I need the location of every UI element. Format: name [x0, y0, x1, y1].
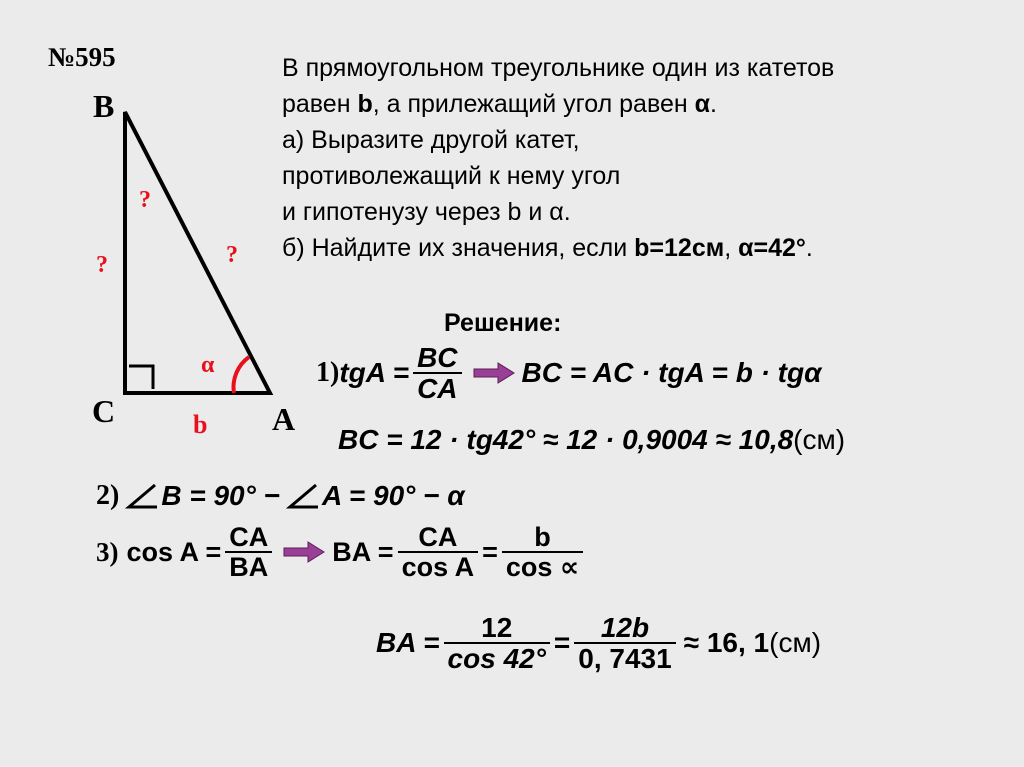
task-line-2-part: , а прилежащий угол равен [372, 90, 695, 118]
angle-icon [125, 481, 159, 511]
unknown-leg-bc-mark: ? [96, 252, 108, 278]
step-4-fraction-1-denominator: cos 42° [447, 643, 546, 675]
task-line-3: а) Выразите другой катет, [282, 126, 580, 154]
right-angle-mark [129, 366, 153, 389]
task-line-1: В прямоугольном треугольнике один из катетов [282, 54, 835, 82]
angle-alpha-arc [234, 357, 249, 393]
step-1-number: 1) [316, 357, 340, 389]
task-line-5: и гипотенузу через b и α. [282, 198, 571, 226]
step-2-angle-b: B = 90° − [161, 480, 280, 511]
step-3-fraction-1-numerator: CA [225, 523, 272, 553]
step-3-fraction-2-denominator: cos A [401, 552, 475, 583]
task-given-b: b=12см [634, 234, 725, 262]
angle-icon [286, 481, 320, 511]
step-2-angle-a: A = 90° − α [321, 480, 465, 511]
step-3-lhs: cos A = [126, 536, 222, 567]
task-line-6-part: . [805, 234, 813, 262]
task-line-6-part: б) Найдите их значения, если [282, 234, 635, 262]
step-2 [96, 480, 465, 512]
step-3-fraction-1-denominator: BA [229, 552, 269, 583]
task-line-4: противолежащий к нему угол [282, 162, 621, 190]
step-1 [316, 343, 821, 404]
step-1-rhs: BC = AC · tgA = b · tgα [521, 357, 822, 389]
vertex-b-label: B [93, 88, 115, 124]
step-3-fraction-2 [398, 523, 479, 582]
task-given-alpha: α=42° [738, 234, 806, 262]
step-3 [96, 523, 587, 582]
right-arrow-icon [472, 362, 516, 384]
step-4-result: ≈ 16, 1 [683, 627, 770, 659]
step-4-fraction-2-numerator: 12b [574, 613, 675, 644]
step-4-equals: = [553, 627, 571, 659]
step-3-number: 3) [96, 536, 119, 567]
task-var-alpha: α [694, 90, 710, 118]
step-4-fraction-1 [444, 613, 550, 674]
step-3-mid: BA = [332, 536, 394, 567]
step-1-calc [338, 424, 845, 456]
task-var-b: b [357, 90, 373, 118]
step-4 [376, 613, 821, 674]
step-4-lhs: BA = [376, 627, 440, 659]
unknown-hypotenuse-mark: ? [226, 242, 238, 268]
step-1-fraction [413, 343, 461, 404]
step-3-fraction-2-numerator: CA [398, 523, 479, 553]
vertex-a-label: A [272, 401, 296, 437]
step-3-fraction-3-denominator: cos ∝ [505, 552, 580, 583]
step-1-fraction-denominator: CA [417, 373, 458, 405]
step-3-fraction-3 [502, 523, 583, 582]
step-4-fraction-1-numerator: 12 [444, 613, 550, 644]
task-line-6 [282, 230, 834, 266]
step-1-fraction-numerator: BC [413, 343, 461, 374]
step-4-fraction-2-denominator: 0, 7431 [578, 643, 672, 675]
task-line-2 [282, 86, 834, 122]
step-1-calc-unit: (см) [793, 424, 846, 455]
step-1-calc-expr: BC = 12 · tg42° ≈ 12 · 0,9004 ≈ 10,8 [338, 424, 794, 455]
triangle-outline [125, 112, 270, 393]
step-3-equals: = [482, 536, 498, 567]
step-2-number: 2) [96, 480, 120, 511]
task-line-2-part: . [709, 90, 717, 118]
task-text [282, 50, 834, 266]
task-line-6-part: , [724, 234, 739, 262]
vertex-c-label: C [92, 393, 116, 429]
step-3-fraction-1 [225, 523, 272, 582]
right-arrow-icon [282, 541, 326, 563]
step-4-unit: (см) [769, 627, 822, 659]
unknown-angle-b-mark: ? [139, 187, 151, 213]
step-1-lhs: tgA = [339, 357, 410, 389]
angle-alpha-label: α [201, 352, 215, 378]
side-b-label: b [193, 410, 208, 439]
step-4-fraction-2 [574, 613, 675, 674]
task-number: №595 [48, 42, 116, 72]
task-line-2-part: равен [282, 90, 358, 118]
step-3-fraction-3-numerator: b [502, 523, 583, 553]
solution-title: Решение: [444, 309, 562, 337]
